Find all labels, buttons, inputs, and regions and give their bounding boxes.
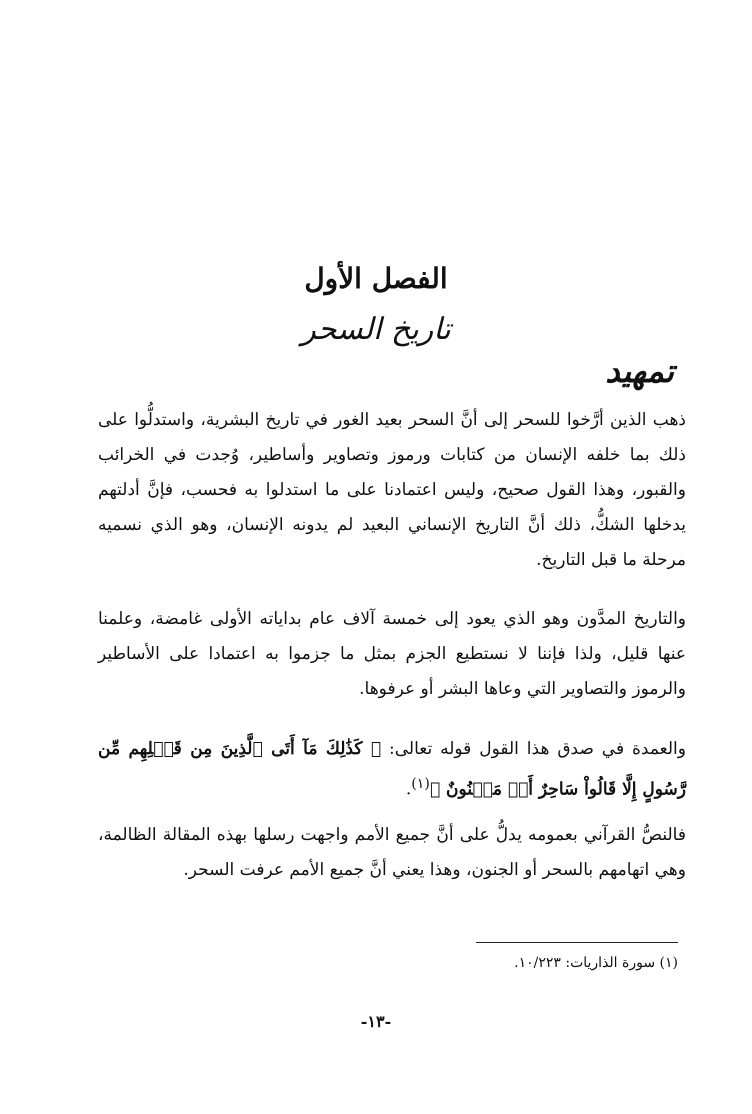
quran-quote: ﴿ كَذَٰلِكَ مَآ أَتَى ٱلَّذِينَ مِن قَبۡلِهِم مِّن رَّسُولٍ إِلَّا قَالُواْ سَاحِرٌ أَوۡ مَجۡنُونٌ ﴾ bbox=[98, 739, 686, 800]
footnote: (١) سورة الذاريات: ١٠/٢٢٣. bbox=[514, 955, 678, 971]
paragraph-3: والعمدة في صدق هذا القول قوله تعالى: ﴿ كَذَٰلِكَ مَآ أَتَى ٱلَّذِينَ مِن قَبۡلِهِم مِّن رَّسُولٍ إِلَّا قَالُواْ سَاحِرٌ أَوۡ مَجۡنُونٌ ﴾$^{(١)}$. bbox=[98, 739, 686, 800]
section-heading: تمهيد bbox=[605, 352, 674, 390]
paragraph-2: والتاريخ المدَّون وهو الذي يعود إلى خمسة آلاف عام بداياته الأولى غامضة، وعلمنا عنها قليل، ولذا فإننا لا نستطيع الجزم بمثل ما جزموا به اعتمادا على الأساطير والرموز والتصاوير التي وعاها البشر أو عرفوها. bbox=[98, 609, 686, 699]
page-number: -١٣- bbox=[360, 1012, 392, 1031]
chapter-subtitle: تاريخ السحر bbox=[301, 312, 451, 347]
paragraph-1: ذهب الذين أرَّخوا للسحر إلى أنَّ السحر بعيد الغور في تاريخ البشرية، واستدلُّوا على ذلك بما خلفه الإنسان من كتابات ورموز وتصاوير وأساطير، وُجدت في الخرائب والقبور، وهذا القول صحيح، وليس اعتمادنا على ما استدلوا به فحسب، فإنَّ أدلتهم يدخلها الشكُّ، ذلك أنَّ التاريخ الإنساني البعيد لم يدونه الإنسان، وهو الذي نسميه مرحلة ما قبل التاريخ. bbox=[98, 410, 686, 570]
paragraph-4: فالنصُّ القرآني بعمومه يدلُّ على أنَّ جميع الأمم واجهت رسلها بهذه المقالة الظالمة، وهي اتهامهم بالسحر أو الجنون، وهذا يعني أنَّ جميع الأمم عرفت السحر. bbox=[98, 825, 686, 880]
footnote-divider bbox=[476, 942, 678, 943]
chapter-title: الفصل الأول bbox=[304, 262, 448, 295]
footnote-ref: (١) bbox=[411, 776, 430, 792]
quote-intro: والعمدة في صدق هذا القول قوله تعالى: bbox=[389, 739, 686, 759]
